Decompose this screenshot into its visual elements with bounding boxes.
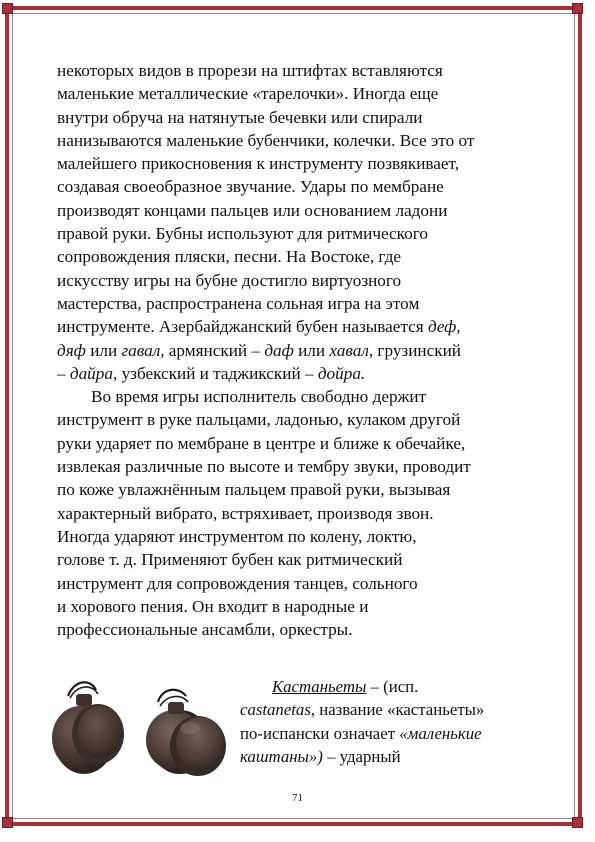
castanets-illustration xyxy=(40,668,240,783)
term-italic: деф, xyxy=(428,317,461,337)
body-line: маленькие металлические «тарелочки». Иногда еще xyxy=(57,84,439,104)
body-line: создавая своеобразное звучание. Удары по мембране xyxy=(57,177,444,197)
body-text-run: армянский – xyxy=(164,340,265,360)
body-line: искусству игры на бубне достигло виртуозного xyxy=(57,270,402,290)
body-text-run: или xyxy=(293,340,330,360)
corner-ornament-top-left xyxy=(2,3,13,14)
caption-text-run: – ударный xyxy=(322,746,401,766)
paragraph-first-line: Во время игры исполнитель свободно держит xyxy=(91,387,427,407)
body-text-run: – xyxy=(57,363,70,383)
body-text-run: грузинский xyxy=(373,340,461,360)
body-text-run: инструменте. Азербайджанский бубен называется xyxy=(57,317,428,337)
caption-text-run: по-испански означает xyxy=(240,723,400,743)
body-line: правой руки. Бубны используют для ритмического xyxy=(57,224,428,244)
castanets-term: Кастаньеты xyxy=(272,677,367,696)
body-line: мастерства, распространена сольная игра на этом xyxy=(57,293,420,313)
body-line: производят концами пальцев или основанием ладони xyxy=(57,200,448,220)
body-line: малейшего прикосновения к инструменту позвякивает, xyxy=(57,154,460,174)
body-line: руки ударяет по мембране в центре и ближе к обечайке, xyxy=(57,433,466,453)
body-line: Иногда ударяют инструментом по колену, локтю, xyxy=(57,526,417,546)
body-text-run: или xyxy=(85,340,122,360)
term-italic: дяф xyxy=(57,340,86,360)
caption-line xyxy=(240,698,540,721)
term-italic: хавал, xyxy=(329,340,374,360)
term-italic: дайра xyxy=(69,363,113,383)
body-line: профессиональные ансамбли, оркестры. xyxy=(57,620,353,640)
term-italic: даф xyxy=(264,340,294,360)
body-line: извлекая различные по высоте и тембру звуки, проводит xyxy=(57,457,471,477)
body-line: нанизываются маленькие бубенчики, колечки. Все это от xyxy=(57,130,475,150)
body-line xyxy=(57,339,537,362)
caption-line xyxy=(240,745,540,768)
body-line: инструмент для сопровождения танцев, сольного xyxy=(57,573,418,593)
castanets-caption xyxy=(240,675,540,768)
body-line: характерный вибрато, встряхивает, производя звон. xyxy=(57,503,434,523)
body-line: и хорового пения. Он входит в народные и xyxy=(57,596,369,616)
body-line: голове т. д. Применяют бубен как ритмический xyxy=(57,550,403,570)
corner-ornament-bottom-right xyxy=(572,817,583,828)
caption-text-run: – (исп. xyxy=(366,677,419,696)
body-line xyxy=(57,315,537,338)
term-italic: дойра. xyxy=(317,363,366,383)
term-italic: castanetas xyxy=(240,700,311,720)
body-line: некоторых видов в прорези на штифтах вставляются xyxy=(57,61,443,80)
caption-line xyxy=(240,675,540,698)
body-line: инструмент в руке пальцами, ладонью, кулаком другой xyxy=(57,410,461,430)
caption-line xyxy=(240,722,540,745)
body-text xyxy=(57,59,537,641)
term-italic: «маленькие xyxy=(399,723,482,743)
body-text-run: , узбекский и таджикский – xyxy=(112,363,318,383)
term-italic: каштаны») xyxy=(240,746,323,766)
body-line: по коже увлажнённым пальцем правой руки, вызывая xyxy=(57,480,451,500)
corner-ornament-bottom-left xyxy=(2,817,13,828)
body-line xyxy=(57,362,537,385)
body-line: сопровождения пляски, песни. На Востоке, где xyxy=(57,247,401,267)
corner-ornament-top-right xyxy=(572,3,583,14)
term-italic: гавал, xyxy=(121,340,165,360)
body-line: внутри обруча на натянутые бечевки или спирали xyxy=(57,107,423,127)
page-number: 71 xyxy=(292,792,303,804)
caption-text-run: , название «кастаньеты» xyxy=(310,700,485,720)
